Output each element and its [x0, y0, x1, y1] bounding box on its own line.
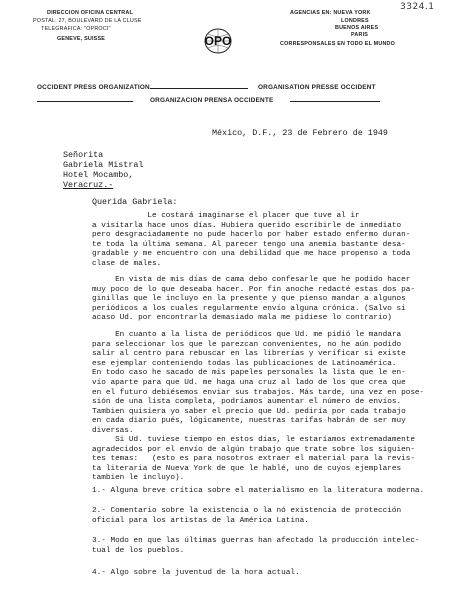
- topic-item: 1.- Alguna breve crítica sobre el materialismo en la literatura moderna.: [92, 487, 425, 495]
- recipient-line: Veracruz.-: [63, 180, 114, 190]
- org-rule-left: [150, 88, 248, 89]
- org-name-en: OCCIDENT PRESS ORGANIZATION: [37, 84, 150, 91]
- topic-item: 3.- Modo en que las últimas guerras han afectado la producción intelec- tual de los pueblos.: [92, 537, 420, 555]
- recipient-block: [63, 150, 143, 190]
- org-name-es: ORGANIZACION PRENSA OCCIDENTE: [150, 97, 274, 104]
- letterhead-left-line: DIRECCION OFICINA CENTRAL: [47, 10, 133, 16]
- body-paragraph: Le costará imaginarse el placer que tuve al ir a visitarla hace unos días. Hubiera querido escribirle de inmediato pero desgraciadamente no pude hacerlo por haber estado enfermo duran- te toda la última semana. Al parecer tengo una anemia bastante desa- gradable y me encuentro con una debilidad que me hace propenso a toda clase de males.: [92, 212, 411, 268]
- letterhead-right-line: CORRESPONSALES EN TODO EL MUNDO: [280, 41, 396, 47]
- letter-date: México, D.F., 23 de Febrero de 1949: [212, 128, 388, 138]
- org-name-fr: ORGANISATION PRESSE OCCIDENT: [258, 84, 376, 91]
- topic-item: 2.- Comentario sobre la existencia o la nó existencia de protección oficial para los artistas de la América Latina.: [92, 507, 402, 525]
- recipient-line: Gabriela Mistral: [63, 160, 144, 170]
- logo-text: OPO: [204, 34, 232, 48]
- letterhead-right-line: LONDRES: [341, 18, 369, 24]
- body-paragraph: En cuanto a la lista de periódicos que Ud. me pidió le mandara para seleccionar los que le parezcan convenientes, no he aún podido salir al centro para rebuscar en las librerías y verificar si existe ese ejemplar conteniendo todas las publicaciones de Latinoamérica. En todo caso he sacado de mis papeles personales la lista que le en- vío aparte para que Ud. me haga una cruz al lado de los que crea que en el futuro debiésemos enviar sus trabajos. Más tarde, una vez en pose- sión de una lista completa, podríamos aumentar el número de envíos. Tambien quisiera yo saber el precio que Ud. pediría por cada trabajo en cada diario pués, lógicamente, nuestras tarifas habrán de ser muy diversas.: [92, 331, 425, 435]
- letterhead-right-line: BUENOS AIRES: [335, 25, 379, 31]
- body-paragraph: Si Ud. tuviese tiempo en estos días, le estaríamos extremadamente agradecidos por el envío de algún trabajo que trate sobre los siguien- tes temas: (esto es para nosotros extraer el material para la revis- ta literaria de Nueva York de que le hablé, uno de cuyos ejemplares tambien le incluyo).: [92, 436, 415, 483]
- letterhead-right-line: PARIS: [351, 32, 369, 38]
- org-rule-bottom-right: [290, 101, 380, 102]
- letterhead-left-line: TELEGRAFICA: "OPROCI": [41, 26, 111, 32]
- letterhead-left-line: GENEVE, SUISSE: [57, 36, 106, 42]
- opo-logo: [199, 28, 237, 54]
- archive-number: 3324.1: [400, 2, 435, 12]
- letterhead-right-line: AGENCIAS EN: NUEVA YORK: [290, 10, 371, 16]
- recipient-line: Hotel Mocambo,: [63, 170, 134, 180]
- salutation: Querida Gabriela:: [92, 197, 178, 207]
- org-rule-bottom-left: [37, 101, 133, 102]
- body-paragraph: En vista de mis días de cama debo confesarle que he podido hacer muy poco de lo que deseaba hacer. Por fin anoche redacté estas dos pa- ginillas que le incluyo en la presente y que pienso mandar a algunos periódicos a los cuales regularmente envío alguna crónica. (Salvo si acaso Ud. por encontrarla demasiado mala me pidiese lo contrario): [92, 276, 415, 323]
- topic-item: 4.- Algo sobre la juventud de la hora actual.: [92, 569, 300, 577]
- letterhead-left-line: POSTAL: 27, BOULEVARD DE LA CLUSE: [33, 18, 142, 24]
- recipient-line: Señorita: [63, 150, 104, 160]
